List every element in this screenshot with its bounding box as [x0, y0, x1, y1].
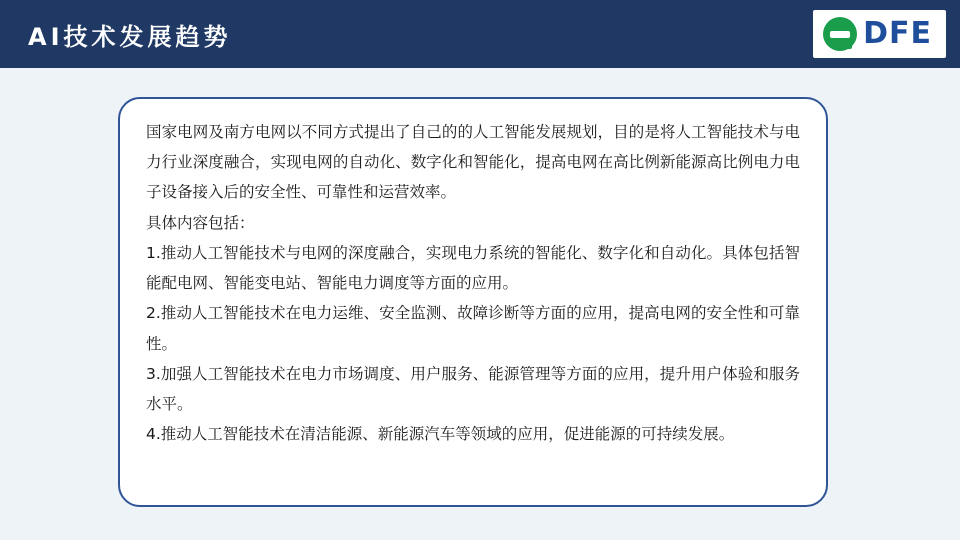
- paragraph: 具体内容包括：: [146, 213, 255, 232]
- content-card: [118, 97, 828, 507]
- logo-text: DFE: [863, 16, 932, 51]
- paragraph: 4.推动人工智能技术在清洁能源、新能源汽车等领域的应用，促进能源的可持续发展。: [146, 425, 735, 444]
- paragraph: 国家电网及南方电网以不同方式提出了自己的的人工智能发展规划，目的是将人工智能技术与电力行业深度融合，实现电网的自动化、数字化和智能化，提高电网在高比例新能源高比例电力电子设备接入后的安全性、可靠性和运营效率。: [146, 123, 800, 202]
- slide-header: [0, 0, 960, 68]
- circle-e-logo-icon: [823, 17, 857, 51]
- paragraph: 1.推动人工智能技术与电网的深度融合，实现电力系统的智能化、数字化和自动化。具体包括智能配电网、智能变电站、智能电力调度等方面的应用。: [146, 243, 800, 293]
- slide-body: [0, 68, 960, 540]
- company-logo: [813, 10, 946, 58]
- page-title: AI技术发展趋势: [28, 22, 232, 51]
- paragraph: 3.加强人工智能技术在电力市场调度、用户服务、能源管理等方面的应用，提升用户体验和服务水平。: [146, 364, 800, 413]
- paragraph: 2.推动人工智能技术在电力运维、安全监测、故障诊断等方面的应用，提高电网的安全性和可靠性。: [146, 304, 800, 353]
